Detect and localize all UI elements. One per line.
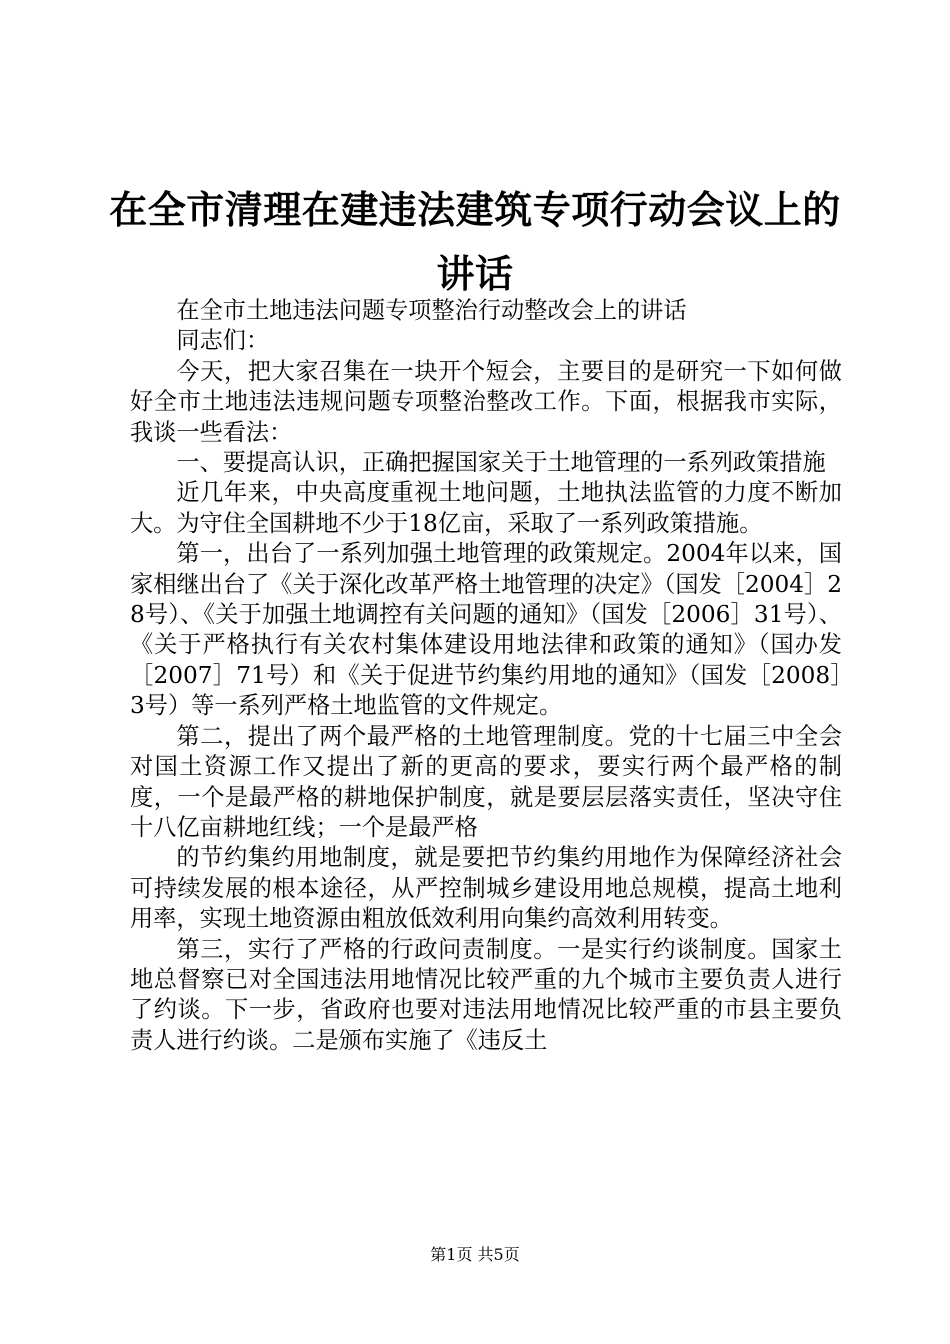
paragraph-point-one: 第一，出台了一系列加强土地管理的政策规定。2004年以来，国家相继出台了《关于深化改革严格土地管理的决定》（国发［2004］28号）、《关于加强土地调控有关问题的通知》（国发［2006］31号）、《关于严格执行有关农村集体建设用地法律和政策的通知》（国办发［2007］71号）和《关于促进节约集约用地的通知》（国发［2008］3号）等一系列严格土地监管的文件规定。 bbox=[130, 540, 842, 720]
paragraph-intro: 今天，把大家召集在一块开个短会，主要目的是研究一下如何做好全市土地违法违规问题专项整治整改工作。下面，根据我市实际，我谈一些看法： bbox=[130, 357, 842, 446]
paragraph-point-two-continued: 的节约集约用地制度，就是要把节约集约用地作为保障经济社会可持续发展的根本途径，从严控制城乡建设用地总规模，提高土地利用率，实现土地资源由粗放低效利用向集约高效利用转变。 bbox=[130, 844, 842, 933]
paragraph-point-two: 第二，提出了两个最严格的土地管理制度。党的十七届三中全会对国土资源工作又提出了新的更高的要求，要实行两个最严格的制度，一个是最严格的耕地保护制度，就是要层层落实责任，坚决守住十八亿亩耕地红线；一个是最严格 bbox=[130, 722, 842, 841]
paragraph-subtitle: 在全市土地违法问题专项整治行动整改会上的讲话 bbox=[176, 297, 687, 324]
paragraph-salutation: 同志们： bbox=[176, 327, 270, 355]
paragraph-section-heading: 一、要提高认识，正确把握国家关于土地管理的一系列政策措施 bbox=[176, 449, 826, 477]
document-body bbox=[130, 296, 842, 1056]
paragraph-point-three: 第三，实行了严格的行政问责制度。一是实行约谈制度。国家土地总督察已对全国违法用地情况比较严重的九个城市主要负责人进行了约谈。下一步，省政府也要对违法用地情况比较严重的市县主要负责人进行约谈。二是颁布实施了《违反土 bbox=[130, 935, 842, 1054]
document-title: 在全市清理在建违法建筑专项行动会议上的讲话 bbox=[109, 187, 841, 296]
paragraph-background: 近几年来，中央高度重视土地问题，土地执法监管的力度不断加大。为守住全国耕地不少于18亿亩，采取了一系列政策措施。 bbox=[130, 479, 842, 537]
page-number-footer: 第1页 共5页 bbox=[430, 1245, 520, 1264]
